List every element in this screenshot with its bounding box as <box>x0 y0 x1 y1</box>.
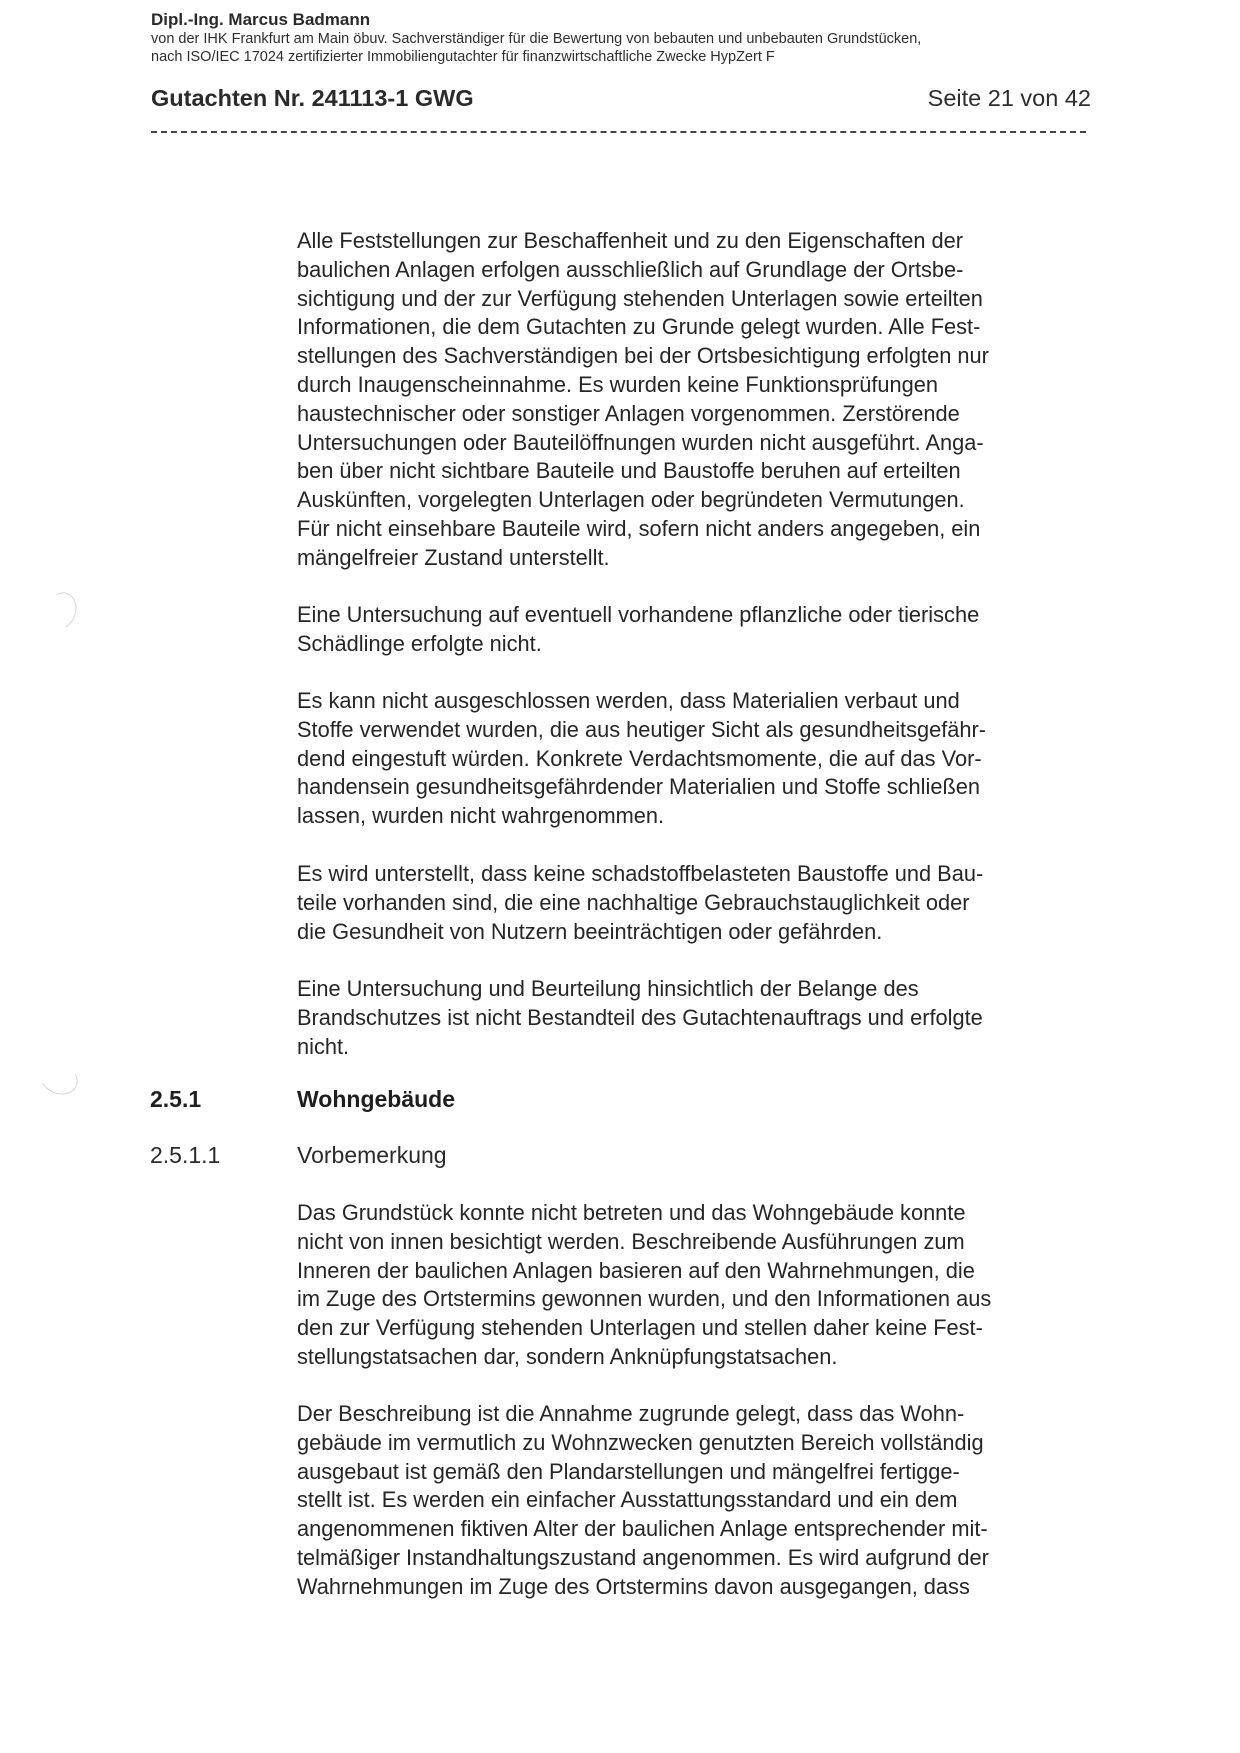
subsection-number: 2.5.1.1 <box>150 1142 221 1168</box>
paragraph-site-access: Das Grundstück konnte nicht betreten und das Wohngebäude konnte nicht von innen besichtigt werden. Beschreibende Ausführungen zum Inneren der baulichen Anlagen basieren auf den Wahrnehmungen, die im Zuge des Ortstermins gewonnen wurden, und den Informationen aus den zur Verfügung stehenden Unterlagen und stellen daher keine Fest- stellungstatsachen dar, sondern Anknüpfungstatsachen. <box>297 1200 992 1369</box>
punch-hole-mark <box>40 588 81 634</box>
paragraph-hazardous-materials: Es kann nicht ausgeschlossen werden, dass Materialien verbaut und Stoffe verwendet wurden, die aus heutiger Sicht als gesundheitsgefähr- dend eingestuft würden. Konkrete Verdachtsmomente, die auf das Vor- handensein gesundheitsgefährdender Materialien und Stoffe schließen lassen, wurden nicht wahrgenommen. <box>297 688 987 829</box>
paragraph-fire-protection: Eine Untersuchung und Beurteilung hinsichtlich der Belange des Brandschutzes ist nicht Bestandteil des Gutachtenauftrags und erfolgte nicht. <box>297 976 983 1059</box>
section-title: Wohngebäude <box>297 1086 456 1112</box>
page-number: Seite 21 von 42 <box>927 85 1091 111</box>
author-name: Dipl.-Ing. Marcus Badmann <box>151 10 371 29</box>
header-divider <box>151 131 1086 133</box>
punch-hole-mark <box>36 1058 82 1099</box>
section-number: 2.5.1 <box>150 1086 202 1112</box>
letterhead <box>151 10 1091 66</box>
paragraph-pollutant-assumption: Es wird unterstellt, dass keine schadstoffbelasteten Baustoffe und Bau- teile vorhanden sind, die eine nachhaltige Gebrauchstauglichkeit oder die Gesundheit von Nutzern beeinträchtigen oder gefährden. <box>297 861 984 944</box>
author-credentials-line-1: von der IHK Frankfurt am Main öbuv. Sachverständiger für die Bewertung von bebauten und unbebauten Grundstücken, <box>151 31 922 47</box>
paragraph-description-assumption: Der Beschreibung ist die Annahme zugrunde gelegt, dass das Wohn- gebäude im vermutlich zu Wohnzwecken genutzten Bereich vollständig ausgebaut ist gemäß den Plandarstellungen und mängelfrei fertigge- stellt ist. Es werden ein einfacher Ausstattungsstandard und ein dem angenommenen fiktiven Alter der baulichen Anlage entsprechender mit- telmäßiger Instandhaltungszustand angenommen. Es wird aufgrund der Wahrnehmungen im Zuge des Ortstermins davon ausgegangen, dass <box>297 1401 989 1599</box>
report-title: Gutachten Nr. 241113-1 GWG <box>151 85 474 111</box>
paragraph-findings-basis: Alle Feststellungen zur Beschaffenheit und zu den Eigenschaften der baulichen Anlagen erfolgen ausschließlich auf Grundlage der Ortsbe- sichtigung und der zur Verfügung stehenden Unterlagen sowie erteilten Informationen, die dem Gutachten zu Grunde gelegt wurden. Alle Fest- stellungen des Sachverständigen bei der Ortsbesichtigung erfolgten nur durch Inaugenscheinnahme. Es wurden keine Funktionsprüfungen haustechnischer oder sonstiger Anlagen vorgenommen. Zerstörende Untersuchungen oder Bauteilöffnungen wurden nicht ausgeführt. Anga- ben über nicht sichtbare Bauteile und Baustoffe beruhen auf erteilten Auskünften, vorgelegten Unterlagen oder begründeten Vermutungen. Für nicht einsehbare Bauteile wird, sofern nicht anders angegeben, ein mängelfreier Zustand unterstellt. <box>297 228 989 570</box>
subsection-title: Vorbemerkung <box>297 1142 447 1168</box>
report-header-row <box>151 85 1091 119</box>
paragraph-pests: Eine Untersuchung auf eventuell vorhandene pflanzliche oder tierische Schädlinge erfolgte nicht. <box>297 602 980 656</box>
author-credentials-line-2: nach ISO/IEC 17024 zertifizierter Immobiliengutachter für finanzwirtschaftliche Zwecke HypZert F <box>151 49 775 65</box>
